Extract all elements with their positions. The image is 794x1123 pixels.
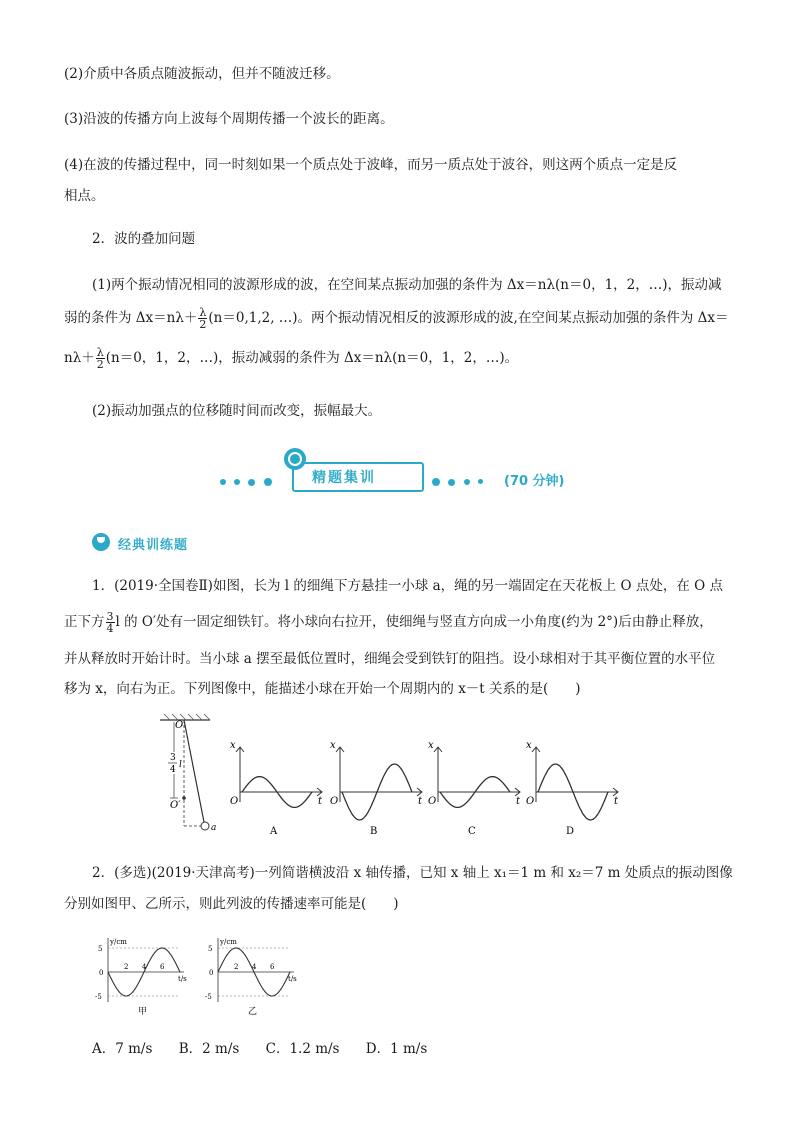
banner-box (292, 462, 424, 492)
option-label: C (468, 826, 476, 837)
paragraph-4b: 相点。 (64, 188, 105, 204)
xt-graph-options (230, 740, 619, 837)
banner-dot (432, 478, 440, 486)
question-2a: 2．(多选)(2019·天津高考)一列简谐横波沿 x 轴传播，已知 x 轴上 x₁＝1 m 和 x₂＝7 m 处质点的振动图像 (92, 865, 733, 881)
choice-d[interactable]: D．1 m/s (365, 1041, 428, 1057)
s1b-post: (n＝0,1,2, …)。两个振动情况相反的波源形成的波,在空间某点振动加强的条件为 Δx＝ (208, 310, 729, 326)
frac-num: 3 (106, 610, 114, 623)
choice-a[interactable]: A．7 m/s (92, 1041, 153, 1057)
frac-den: 2 (199, 318, 207, 331)
axis-origin-label: O (526, 796, 535, 807)
paragraph-4a: (4)在波的传播过程中，同一时刻如果一个质点处于波峰，而另一质点处于波谷，则这两个质点一定是反 (64, 157, 678, 173)
frac-den: 4 (170, 765, 176, 775)
s1b-pre: 弱的条件为 Δx＝nλ＋ (64, 310, 198, 326)
graph-option-B (330, 740, 423, 837)
frac-num: 3 (170, 753, 176, 763)
choice-b[interactable]: B．2 m/s (178, 1041, 240, 1057)
vibration-graphs (88, 928, 328, 1020)
graph-axes (434, 747, 520, 802)
vibration-graph (95, 938, 187, 1017)
section-label-text: 经典训练题 (118, 538, 189, 553)
banner-dot (464, 479, 470, 485)
banner-dot (220, 479, 226, 485)
axis-x-label: x (428, 740, 434, 751)
frac-num: λ (96, 346, 104, 359)
graph-axes (336, 747, 422, 802)
y-tick-neg: -5 (95, 993, 102, 1001)
choice-c[interactable]: C．1.2 m/s (265, 1041, 340, 1057)
q1b-post: l 的 O′处有一固定细铁钉。将小球向右拉开，使细绳与竖直方向成一小角度(约为 2°)后由静止释放， (115, 614, 713, 630)
axis-x-label: x (330, 740, 336, 751)
y-tick-zero: 0 (99, 969, 104, 977)
banner-dot (248, 479, 255, 486)
frac-den: 4 (106, 622, 114, 635)
axis-t-label: t (614, 796, 619, 807)
option-label: D (566, 826, 575, 837)
alarm-clock-icon (284, 448, 306, 470)
y-tick-pos: 5 (98, 945, 103, 953)
superposition-2: (2)振动加强点的位移随时间而改变，振幅最大。 (92, 403, 382, 419)
axis-x-label: x (230, 740, 236, 751)
axis-origin-label: O (230, 796, 239, 807)
section-banner (214, 452, 594, 492)
graph-option-D (526, 740, 619, 837)
x-axis-label: t/s (178, 975, 187, 983)
vibration-graph-group (95, 938, 297, 1017)
label-o-prime: O′ (170, 800, 181, 811)
y-axis-label: y/cm (220, 938, 237, 946)
paragraph-3: (3)沿波的传播方向上波每个周期传播一个波长的距离。 (64, 111, 394, 127)
x-tick: 6 (160, 963, 165, 971)
y-tick-neg: -5 (205, 993, 212, 1001)
question-1a: 1．(2019·全国卷Ⅱ)如图，长为 l 的细绳下方悬挂一小球 a，绳的另一端固定在天花板上 O 点处，在 O 点 (92, 578, 723, 594)
x-axis-label: t/s (288, 975, 297, 983)
x-tick: 4 (252, 963, 257, 971)
axis-x-label: x (526, 740, 532, 751)
label-o: O (175, 720, 184, 731)
frac-l: l (179, 760, 182, 770)
superposition-1b (64, 307, 734, 330)
q1b-pre: 正下方 (64, 614, 105, 630)
frac-den: 2 (96, 358, 104, 371)
banner-dot (234, 479, 240, 485)
graph-option-C (428, 740, 521, 837)
heading-superposition: 2．波的叠加问题 (92, 231, 196, 247)
trophy-icon (92, 533, 110, 551)
pendulum-diagram (160, 714, 216, 833)
y-tick-pos: 5 (208, 945, 213, 953)
axis-origin-label: O (428, 796, 437, 807)
question-1c: 并从释放时开始计时。当小球 a 摆至最低位置时，细绳会受到铁钉的阻挡。设小球相对于其平衡位置的水平位 (64, 651, 716, 667)
x-tick: 2 (234, 963, 239, 971)
s1c-pre: nλ＋ (64, 350, 95, 366)
y-tick-zero: 0 (209, 969, 214, 977)
banner-dot (448, 479, 455, 486)
vibration-graph (205, 938, 297, 1017)
axis-t-label: t (318, 796, 323, 807)
label-a: a (211, 823, 217, 833)
x-tick: 2 (124, 963, 129, 971)
graph-name: 乙 (248, 1007, 258, 1017)
s1c-post: (n＝0，1，2，…)，振动减弱的条件为 Δx＝nλ(n＝0，1，2，…)。 (105, 350, 519, 366)
question-1d: 移为 x，向右为正。下列图像中，能描述小球在开始一个周期内的 x－t 关系的是( ) (64, 681, 581, 697)
banner-dot (264, 478, 272, 486)
frac-num: λ (199, 306, 207, 319)
question-1b (64, 611, 734, 634)
three-quarter-fraction (106, 611, 115, 634)
question-2b: 分别如图甲、乙所示，则此列波的传播速率可能是( ) (64, 896, 399, 912)
answer-choices (92, 1037, 449, 1057)
x-tick: 4 (142, 963, 147, 971)
paragraph-2: (2)介质中各质点随波振动，但并不随波迁移。 (64, 66, 340, 82)
pendulum-figure (150, 712, 630, 840)
option-label: A (270, 826, 278, 837)
superposition-1c (64, 347, 734, 370)
superposition-1a: (1)两个振动情况相同的波源形成的波，在空间某点振动加强的条件为 Δx＝nλ(n＝0，1，2，…)，振动减 (92, 277, 722, 293)
x-tick: 6 (270, 963, 275, 971)
banner-time: (70 分钟) (504, 474, 565, 489)
graph-option-A (230, 740, 323, 837)
option-label: B (370, 826, 378, 837)
y-axis-label: y/cm (110, 938, 127, 946)
graph-name: 甲 (138, 1007, 148, 1017)
banner-dot (478, 479, 483, 484)
banner-title: 精题集训 (312, 470, 376, 486)
axis-origin-label: O (330, 796, 339, 807)
lambda-half-fraction (198, 307, 207, 330)
axis-t-label: t (418, 796, 423, 807)
axis-t-label: t (516, 796, 521, 807)
lambda-half-fraction-2 (96, 347, 105, 370)
